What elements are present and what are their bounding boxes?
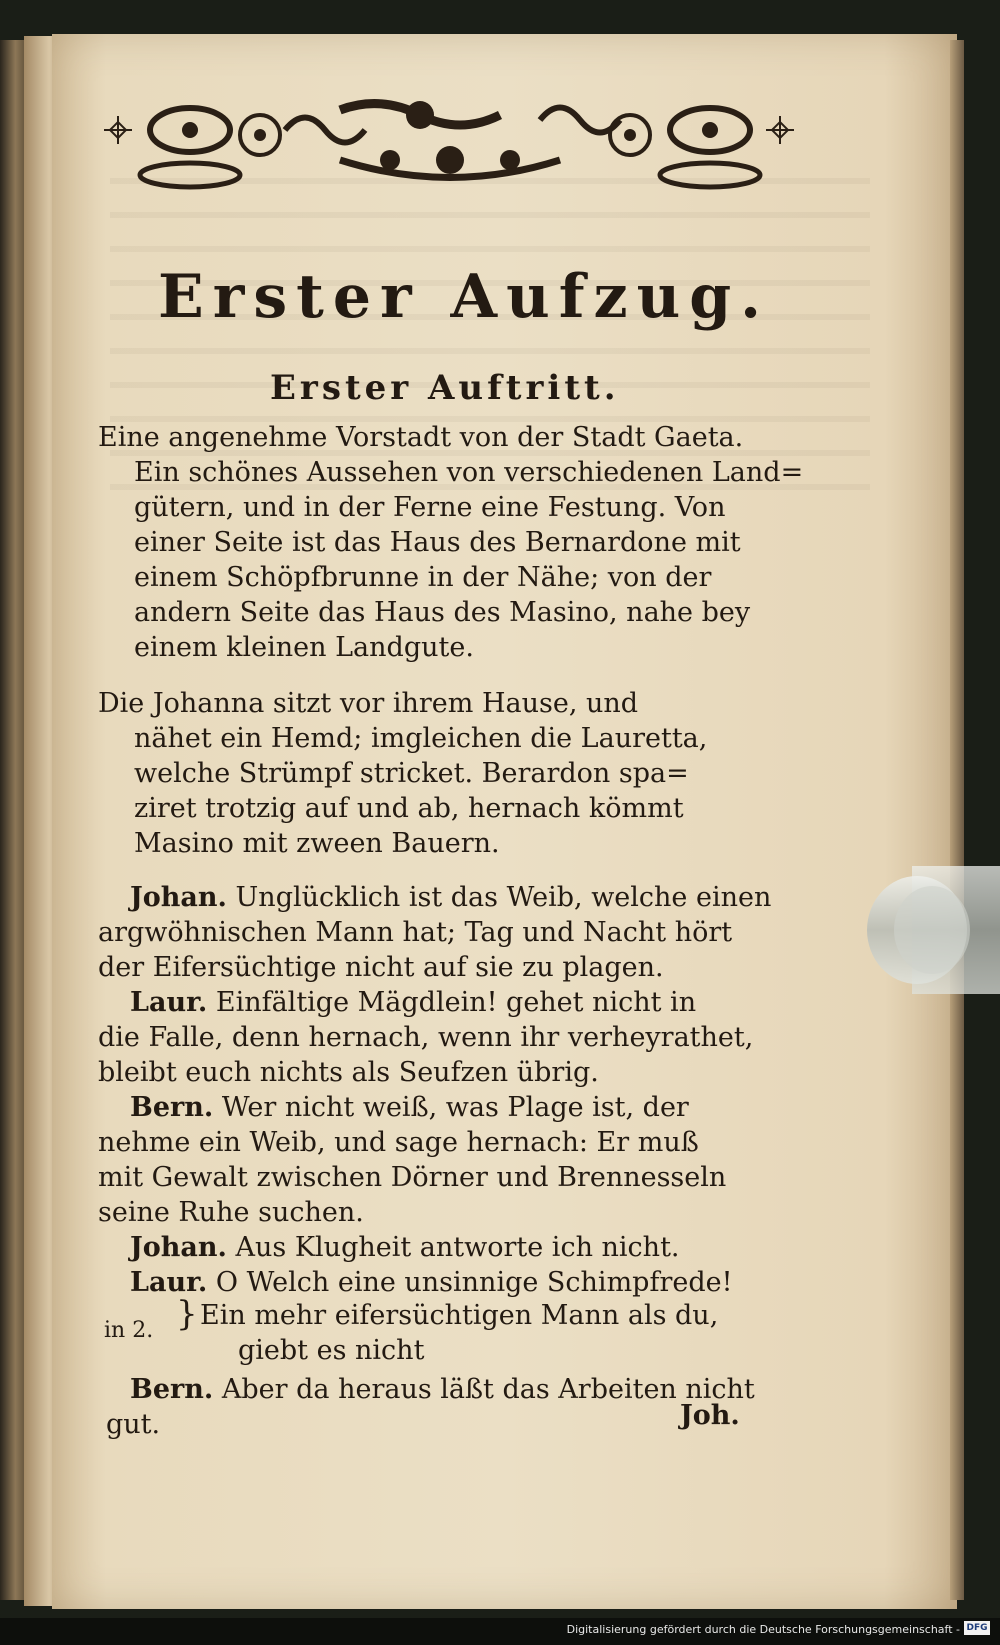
funding-credit: Digitalisierung gefördert durch die Deutsche Forschungsgemeinschaft - [566, 1623, 960, 1636]
dialogue-line: bleibt euch nichts als Seufzen übrig. [98, 1057, 599, 1088]
speaker-name: Johan. [130, 882, 227, 913]
speech-text: Einfältige Mägdlein! gehet nicht in [215, 987, 697, 1018]
setting-line: einem kleinen Landgute. [134, 632, 474, 663]
dialogue-line: der Eifersüchtige nicht auf sie zu plagen. [98, 952, 664, 983]
duet-line: giebt es nicht [238, 1335, 425, 1366]
catchword: Joh. [680, 1400, 740, 1431]
dialogue-line [130, 880, 771, 916]
stage-direction-line: ziret trotzig auf und ab, hernach kömmt [134, 793, 684, 824]
dialogue-line: gut. [106, 1409, 161, 1440]
speech-text: Aus Klugheit antworte ich nicht. [235, 1232, 680, 1263]
stage-direction-line: Die Johanna sitzt vor ihrem Hause, und [98, 688, 639, 719]
speaker-name: Laur. [130, 1267, 208, 1298]
speaker-name: Johan. [130, 1232, 227, 1263]
setting-line: einem Schöpfbrunne in der Nähe; von der [134, 562, 712, 593]
setting-line: Eine angenehme Vorstadt von der Stadt Gaeta. [98, 422, 744, 453]
stage-direction-line: nähet ein Hemd; imgleichen die Lauretta, [134, 723, 708, 754]
setting-line: andern Seite das Haus des Masino, nahe bey [134, 597, 751, 628]
duet-line: Ein mehr eifersüchtigen Mann als du, [200, 1300, 719, 1331]
setting-line: Ein schönes Aussehen von verschiedenen Land= [134, 457, 804, 488]
dialogue-line [130, 1090, 689, 1126]
act-title: Erster Aufzug. [158, 262, 771, 332]
speech-text: Unglücklich ist das Weib, welche einen [235, 882, 772, 913]
setting-line: einer Seite ist das Haus des Bernardone mit [134, 527, 741, 558]
duet-brace: } [176, 1294, 198, 1334]
dialogue-line [130, 985, 696, 1021]
speaker-name: Bern. [130, 1092, 214, 1123]
speaker-name: Laur. [130, 987, 208, 1018]
dfg-logo: DFG [964, 1621, 990, 1635]
speech-text: O Welch eine unsinnige Schimpfrede! [215, 1267, 733, 1298]
stage-direction-line: welche Strümpf stricket. Berardon spa= [134, 758, 689, 789]
dialogue-line [130, 1372, 755, 1408]
speech-text: Wer nicht weiß, was Plage ist, der [221, 1092, 689, 1123]
stage-direction-line: Masino mit zween Bauern. [134, 828, 500, 859]
scene-title: Erster Auftritt. [270, 368, 620, 408]
page-fore-edge [950, 40, 964, 1600]
setting-line: gütern, und in der Ferne eine Festung. Von [134, 492, 726, 523]
speech-text: Aber da heraus läßt das Arbeiten nicht [221, 1374, 755, 1405]
page-clip-icon [862, 866, 1000, 994]
duet-marker: in 2. [104, 1318, 154, 1343]
speaker-name: Bern. [130, 1374, 214, 1405]
dialogue-line: die Falle, denn hernach, wenn ihr verheyrathet, [98, 1022, 754, 1053]
dialogue-line [130, 1265, 732, 1301]
floral-ornament-icon [100, 90, 800, 200]
dialogue-line: seine Ruhe suchen. [98, 1197, 364, 1228]
dialogue-line: nehme ein Weib, und sage hernach: Er muß [98, 1127, 699, 1158]
dialogue-line: mit Gewalt zwischen Dörner und Brennesseln [98, 1162, 727, 1193]
dialogue-line: argwöhnischen Mann hat; Tag und Nacht hört [98, 917, 733, 948]
dialogue-line [130, 1230, 680, 1266]
